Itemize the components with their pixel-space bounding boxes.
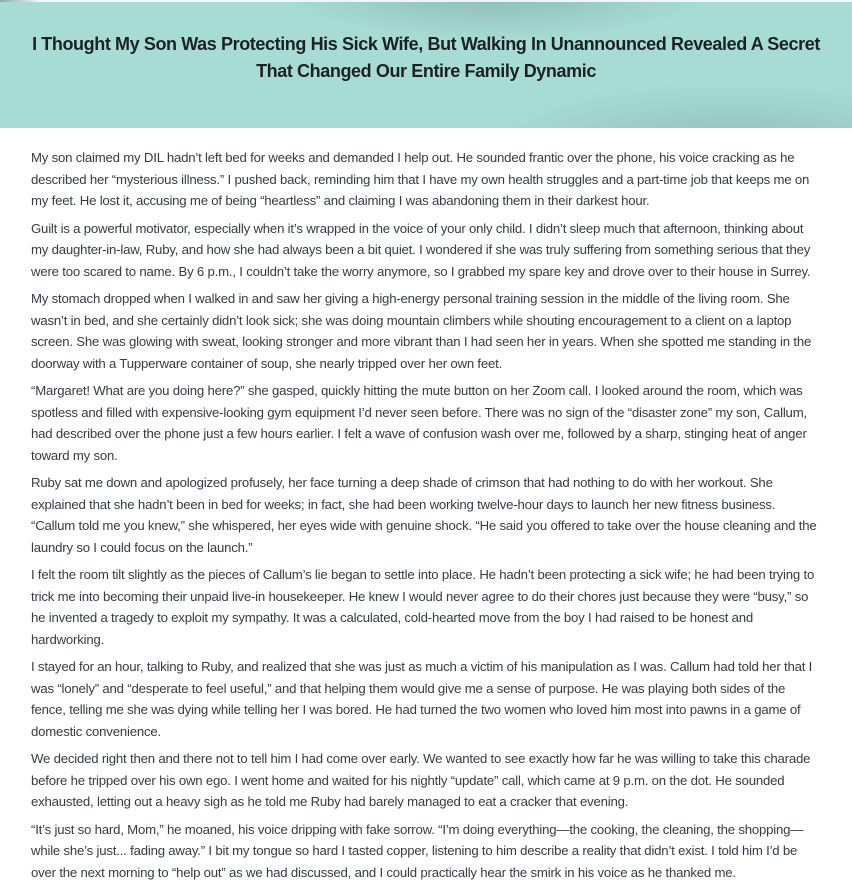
article-paragraph-2: Guilt is a powerful motivator, especially when it’s wrapped in the voice of your only child. I didn’t sleep much that afternoon, thinking about my daughter-in-law, Ruby, and how she had always been a bit quiet. I wondered if she was truly suffering from something serious that they were too scared to name. By 6 p.m., I couldn’t take the worry anymore, so I grabbed my spare key and drove over to their house in Surrey. [31, 220, 811, 279]
top-edge-highlight [0, 0, 852, 2]
page-title: I Thought My Son Was Protecting His Sick Wife, But Walking In Unannounced Revealed A Secret That Changed Our Entire Family Dynamic [32, 34, 820, 81]
article-paragraph-9: “It’s just so hard, Mom,” he moaned, his voice dripping with fake sorrow. “I’m doing everything—the cooking, the cleaning, the shopping—while she’s just... fading away.” I bit my tongue so hard I tasted copper, listening to him describe a reality that didn’t exist. I told him I’d be over the next morning to “help out” as we had discussed, and I could practically hear the smirk in his voice as he thanked me. [31, 821, 804, 880]
article-paragraph-8: We decided right then and there not to tell him I had come over early. We wanted to see exactly how far he was willing to take this charade before he tripped over his own ego. I went home and waited for his nightly “update” call, which came at 9 p.m. on the dot. He sounded exhausted, letting out a heavy sigh as he told me Ruby had barely managed to eat a cracker that evening. [31, 751, 811, 809]
article-paragraph-7: I stayed for an hour, talking to Ruby, and realized that she was just as much a victim of his manipulation as I was. Callum had told her that I was “lonely” and “desperate to feel useful,” and that helping them would give me a sense of purpose. He was playing both sides of the fence, telling me she was dying while telling her I was bored. He had turned the two women who loved him most into pawns in a game of domestic convenience. [31, 659, 813, 739]
article-paragraph-5: Ruby sat me down and apologized profusely, her face turning a deep shade of crimson that had nothing to do with her workout. She explained that she hadn’t been in bed for weeks; in fact, she had been working twelve-hour days to launch her new fitness business. “Callum told me you knew,” she whispered, her eyes wide with genuine shock. “He said you offered to take over the house cleaning and the laundry so I could focus on the launch.” [31, 475, 817, 555]
article-paragraph-4: “Margaret! What are you doing here?” she gasped, quickly hitting the mute button on her Zoom call. I looked around the room, which was spotless and filled with expensive-looking gym equipment I’d never seen before. There was no sign of the “disaster zone” my son, Callum, had described over the phone just a few hours earlier. I felt a wave of confusion wash over me, followed by a sharp, stinging heat of anger toward my son. [31, 383, 807, 463]
article-paragraph-3: My stomach dropped when I walked in and saw her giving a high-energy personal training session in the middle of the living room. She wasn’t in bed, and she certainly didn’t look sick; she was doing mountain climbers while shouting encouragement to a client on a laptop screen. She was glowing with sweat, looking stronger and more vibrant than I had seen her in years. When she spotted me standing in the doorway with a Tupperware container of soup, she nearly tripped over her own feet. [31, 291, 812, 371]
article-paragraph-1: My son claimed my DIL hadn’t left bed for weeks and demanded I help out. He sounded frantic over the phone, his voice cracking as he described her “mysterious illness.” I pushed back, reminding him that I have my own health struggles and a part-time job that keeps me on my feet. He lost it, accusing me of being “heartless” and claiming I was abandoning them in their darkest hour. [31, 150, 810, 208]
article-paragraph-6: I felt the room tilt slightly as the pieces of Callum’s lie began to settle into place. He hadn’t been protecting a sick wife; he had been trying to trick me into becoming their unpaid live-in housekeeper. He knew I would never agree to do their chores just because they were “busy,” so he invented a tragedy to exploit my sympathy. It was a calculated, cold-hearted move from the boy I had raised to be honest and hardworking. [31, 567, 815, 647]
article-body [0, 128, 852, 883]
article-header [0, 0, 852, 128]
